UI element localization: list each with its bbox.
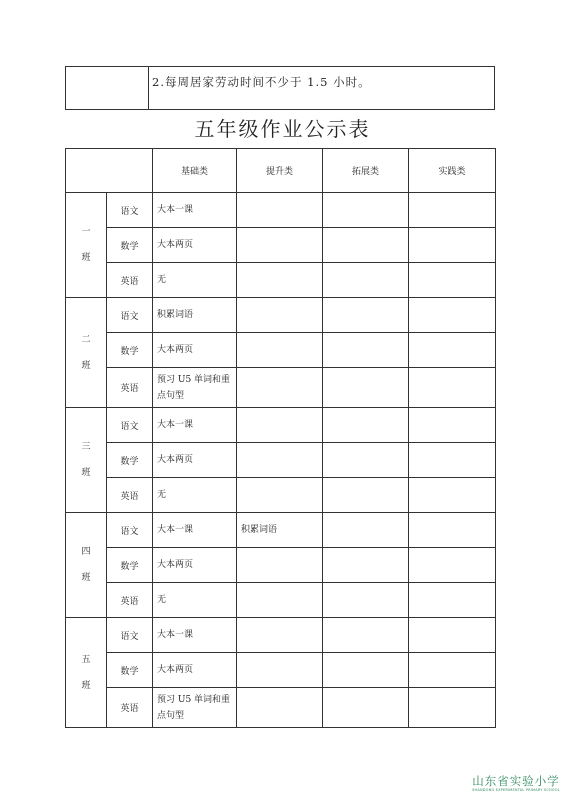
- improve-cell: [237, 583, 323, 618]
- class-label-2: 二 班: [66, 298, 107, 408]
- improve-cell: [237, 653, 323, 688]
- improve-cell: [237, 688, 323, 728]
- header-row: [66, 149, 496, 193]
- basic-cell: 积累词语: [153, 298, 237, 333]
- expand-cell: [323, 583, 409, 618]
- header-corner: [66, 149, 153, 193]
- practice-cell: [409, 228, 496, 263]
- practice-cell: [409, 583, 496, 618]
- improve-cell: [237, 298, 323, 333]
- header-expand: 拓展类: [323, 149, 409, 193]
- basic-cell: 大本两页: [153, 333, 237, 368]
- subject-cell: 数学: [107, 333, 153, 368]
- table-row: [66, 228, 496, 263]
- improve-cell: [237, 408, 323, 443]
- subject-cell: 英语: [107, 583, 153, 618]
- basic-cell: 大本两页: [153, 653, 237, 688]
- subject-cell: 数学: [107, 548, 153, 583]
- table-row: [66, 478, 496, 513]
- improve-cell: [237, 548, 323, 583]
- practice-cell: [409, 368, 496, 408]
- table-row: [66, 298, 496, 333]
- improve-cell: [237, 618, 323, 653]
- expand-cell: [323, 618, 409, 653]
- practice-cell: [409, 548, 496, 583]
- expand-cell: [323, 228, 409, 263]
- subject-cell: 数学: [107, 443, 153, 478]
- subject-cell: 数学: [107, 228, 153, 263]
- expand-cell: [323, 298, 409, 333]
- improve-cell: [237, 333, 323, 368]
- previous-table-fragment: [65, 66, 495, 110]
- fragment-empty-cell: [66, 67, 149, 110]
- improve-cell: [237, 368, 323, 408]
- class-label-5: 五 班: [66, 618, 107, 728]
- practice-cell: [409, 478, 496, 513]
- expand-cell: [323, 263, 409, 298]
- practice-cell: [409, 408, 496, 443]
- table-row: [66, 408, 496, 443]
- table-row: [66, 193, 496, 228]
- basic-cell: 大本两页: [153, 443, 237, 478]
- practice-cell: [409, 298, 496, 333]
- basic-cell: 大本两页: [153, 228, 237, 263]
- basic-cell: 无: [153, 263, 237, 298]
- header-improve: 提升类: [237, 149, 323, 193]
- subject-cell: 数学: [107, 653, 153, 688]
- expand-cell: [323, 408, 409, 443]
- basic-cell: 大本一课: [153, 513, 237, 548]
- practice-cell: [409, 193, 496, 228]
- expand-cell: [323, 193, 409, 228]
- improve-cell: [237, 228, 323, 263]
- homework-table: [65, 148, 496, 728]
- basic-cell: 无: [153, 478, 237, 513]
- expand-cell: [323, 478, 409, 513]
- expand-cell: [323, 688, 409, 728]
- header-practice: 实践类: [409, 149, 496, 193]
- improve-cell: [237, 443, 323, 478]
- header-basic: 基础类: [153, 149, 237, 193]
- practice-cell: [409, 443, 496, 478]
- page-title: 五年级作业公示表: [194, 117, 371, 141]
- subject-cell: 英语: [107, 368, 153, 408]
- basic-cell: 大本一课: [153, 618, 237, 653]
- class-label-3: 三 班: [66, 408, 107, 513]
- basic-cell: 预习 U5 单词和重点句型: [153, 688, 237, 728]
- table-row: [66, 333, 496, 368]
- improve-cell: [237, 263, 323, 298]
- subject-cell: 英语: [107, 263, 153, 298]
- school-logo-name: 山东省实验小学: [472, 774, 560, 788]
- school-logo-english: SHANDONG EXPERIMENTAL PRIMARY SCHOOL: [472, 788, 560, 792]
- table-row: [66, 618, 496, 653]
- practice-cell: [409, 333, 496, 368]
- table-row: [66, 548, 496, 583]
- practice-cell: [409, 688, 496, 728]
- practice-cell: [409, 618, 496, 653]
- basic-cell: 大本一课: [153, 193, 237, 228]
- subject-cell: 英语: [107, 478, 153, 513]
- subject-cell: 语文: [107, 513, 153, 548]
- basic-cell: 大本两页: [153, 548, 237, 583]
- improve-cell: 积累词语: [237, 513, 323, 548]
- expand-cell: [323, 513, 409, 548]
- improve-cell: [237, 478, 323, 513]
- subject-cell: 语文: [107, 298, 153, 333]
- expand-cell: [323, 333, 409, 368]
- improve-cell: [237, 193, 323, 228]
- expand-cell: [323, 443, 409, 478]
- school-logo: [470, 775, 562, 797]
- class-label-1: 一 班: [66, 193, 107, 298]
- subject-cell: 语文: [107, 618, 153, 653]
- practice-cell: [409, 263, 496, 298]
- table-row: [66, 443, 496, 478]
- practice-cell: [409, 653, 496, 688]
- table-row: [66, 653, 496, 688]
- subject-cell: 语文: [107, 408, 153, 443]
- expand-cell: [323, 368, 409, 408]
- table-row: [66, 263, 496, 298]
- table-row: [66, 368, 496, 408]
- table-row: [66, 513, 496, 548]
- basic-cell: 预习 U5 单词和重点句型: [153, 368, 237, 408]
- subject-cell: 英语: [107, 688, 153, 728]
- practice-cell: [409, 513, 496, 548]
- table-row: [66, 688, 496, 728]
- class-label-4: 四 班: [66, 513, 107, 618]
- expand-cell: [323, 653, 409, 688]
- table-row: [66, 583, 496, 618]
- basic-cell: 无: [153, 583, 237, 618]
- expand-cell: [323, 548, 409, 583]
- subject-cell: 语文: [107, 193, 153, 228]
- fragment-note: 2.每周居家劳动时间不少于 1.5 小时。: [149, 67, 495, 110]
- basic-cell: 大本一课: [153, 408, 237, 443]
